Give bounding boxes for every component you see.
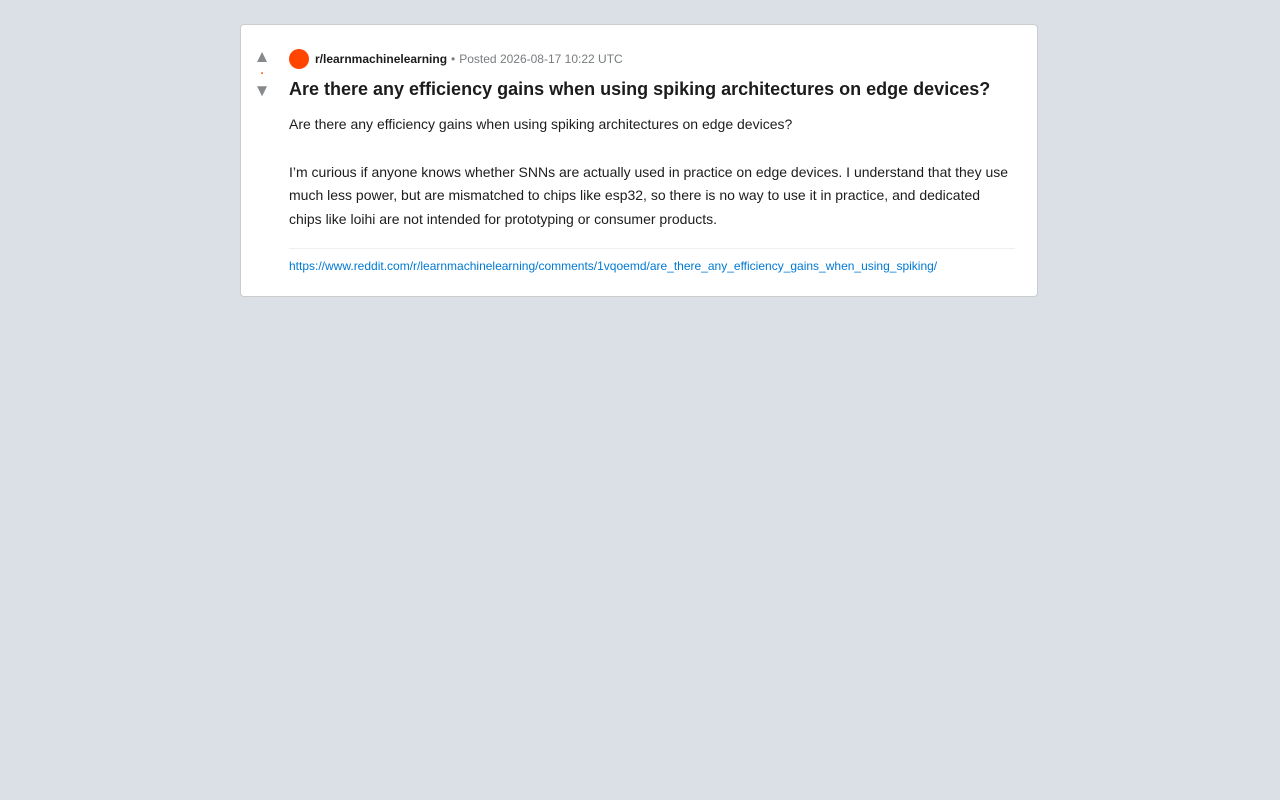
meta-separator: •	[451, 52, 456, 66]
subreddit-icon[interactable]	[289, 49, 309, 69]
vote-column	[241, 47, 283, 101]
vote-score: •	[260, 71, 264, 77]
post-content	[289, 49, 1015, 274]
upvote-icon[interactable]: ▲	[253, 47, 271, 66]
posted-timestamp: Posted 2026-08-17 10:22 UTC	[459, 52, 623, 66]
post-title[interactable]: Are there any efficiency gains when using spiking architectures on edge devices?	[289, 79, 991, 99]
downvote-icon[interactable]: ▼	[253, 81, 271, 100]
post-body-paragraph: I’m curious if anyone knows whether SNNs are actually used in practice on edge devices. I understand that they use much less power, but are mismatched to chips like esp32, so there is no way to use it in practice, and dedicated chips like loihi are not intended for prototyping or consumer products.	[289, 163, 1009, 227]
post-card	[240, 24, 1038, 297]
post-body	[289, 113, 1015, 231]
divider	[289, 248, 1015, 249]
post-url-link[interactable]: https://www.reddit.com/r/learnmachinelearning/comments/1vqoemd/are_there_any_efficiency_gains_when_using_spiking/	[289, 259, 938, 273]
post-meta	[289, 49, 1015, 69]
subreddit-link[interactable]: r/learnmachinelearning	[315, 52, 448, 66]
post-body-paragraph: Are there any efficiency gains when using spiking architectures on edge devices?	[289, 116, 793, 132]
